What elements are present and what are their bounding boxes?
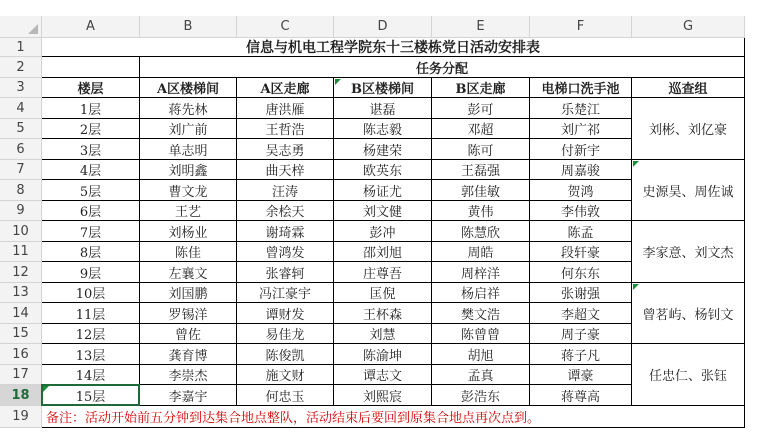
task-header[interactable]: 任务分配 (140, 57, 745, 78)
table-cell[interactable]: 李超文 (530, 303, 632, 324)
table-cell[interactable]: 杨启祥 (432, 283, 530, 303)
table-cell[interactable]: 孟真 (432, 365, 530, 385)
comment-indicator-icon (633, 284, 639, 290)
table-cell[interactable]: 周嘉骏 (530, 160, 632, 180)
table-cell[interactable]: 郭佳敏 (432, 180, 530, 201)
table-cell[interactable]: 胡旭 (432, 344, 530, 365)
table-cell[interactable]: 付新宇 (530, 139, 632, 160)
table-cell[interactable]: 刘广祁 (530, 119, 632, 139)
table-cell[interactable]: 易佳龙 (237, 324, 334, 344)
table-cell[interactable]: 5层 (42, 180, 140, 201)
table-cell[interactable]: 陈佳 (140, 242, 237, 262)
column-header-e[interactable]: E (432, 16, 530, 38)
table-cell[interactable]: 吴志勇 (237, 139, 334, 160)
table-cell[interactable]: 10层 (42, 283, 140, 303)
table-cell[interactable]: 汪涛 (237, 180, 334, 201)
table-cell[interactable]: 蒋先林 (140, 98, 237, 119)
table-cell[interactable]: 刘杨业 (140, 221, 237, 242)
table-cell[interactable]: 李伟敦 (530, 201, 632, 221)
table-cell[interactable]: 邓超 (432, 119, 530, 139)
table-cell[interactable]: 陈俊凯 (237, 344, 334, 365)
sheet-title[interactable]: 信息与机电工程学院东十三楼栋党日活动安排表 (42, 38, 745, 57)
patrol-group-cell[interactable]: 任忠仁、张钰 (632, 344, 745, 406)
table-cell[interactable]: 陈孟 (530, 221, 632, 242)
column-title-3[interactable]: A区走廊 (237, 78, 334, 98)
table-cell[interactable]: 杨建荣 (334, 139, 432, 160)
table-cell[interactable]: 周皓 (432, 242, 530, 262)
table-cell[interactable]: 黄伟 (432, 201, 530, 221)
patrol-group-cell[interactable]: 史源昊、周佐诚 (632, 160, 745, 221)
row-header-9[interactable]: 9 (0, 201, 42, 221)
table-cell[interactable]: 陈渝坤 (334, 344, 432, 365)
column-title-7[interactable]: 巡查组 (632, 78, 745, 98)
table-cell[interactable]: 9层 (42, 262, 140, 283)
row-header-10[interactable]: 10 (0, 221, 42, 242)
table-cell[interactable]: 谌磊 (334, 98, 432, 119)
table-cell[interactable]: 何东东 (530, 262, 632, 283)
table-cell[interactable]: 杨证尤 (334, 180, 432, 201)
comment-indicator-icon (43, 386, 49, 392)
table-cell[interactable]: 周子豪 (530, 324, 632, 344)
comment-indicator-icon (335, 79, 341, 85)
column-title-2[interactable]: A区楼梯间 (140, 78, 237, 98)
row-header-15[interactable]: 15 (0, 324, 42, 344)
row-header-12[interactable]: 12 (0, 262, 42, 283)
table-cell[interactable]: 陈可 (432, 139, 530, 160)
table-cell[interactable]: 彭可 (432, 98, 530, 119)
column-header-a[interactable]: A (42, 16, 140, 38)
note-cell[interactable]: 备注：活动开始前五分钟到达集合地点整队，活动结束后要回到原集合地点再次点到。 (42, 406, 745, 428)
row-header-6[interactable]: 6 (0, 139, 42, 160)
table-cell[interactable]: 曲天梓 (237, 160, 334, 180)
row-header-2[interactable]: 2 (0, 57, 42, 78)
table-cell[interactable]: 李崇杰 (140, 365, 237, 385)
table-cell[interactable]: 乐楚江 (530, 98, 632, 119)
table-cell[interactable]: 3层 (42, 139, 140, 160)
cell-a2[interactable] (42, 57, 140, 78)
table-cell[interactable]: 1层 (42, 98, 140, 119)
table-cell[interactable]: 匡倪 (334, 283, 432, 303)
table-cell[interactable]: 曾佐 (140, 324, 237, 344)
table-cell[interactable]: 刘明鑫 (140, 160, 237, 180)
patrol-group-cell[interactable]: 刘彬、刘亿豪 (632, 98, 745, 160)
table-cell[interactable]: 王哲浩 (237, 119, 334, 139)
table-cell[interactable]: 王磊强 (432, 160, 530, 180)
row-header-16[interactable]: 16 (0, 344, 42, 365)
table-cell[interactable]: 张谢强 (530, 283, 632, 303)
table-cell[interactable]: 周梓洋 (432, 262, 530, 283)
table-cell[interactable]: 段轩豪 (530, 242, 632, 262)
table-cell[interactable]: 樊文浩 (432, 303, 530, 324)
table-cell[interactable]: 2层 (42, 119, 140, 139)
table-cell[interactable]: 邵刘旭 (334, 242, 432, 262)
column-title-5[interactable]: B区走廊 (432, 78, 530, 98)
row-header-3[interactable]: 3 (0, 78, 42, 98)
table-cell[interactable]: 6层 (42, 201, 140, 221)
table-cell[interactable]: 陈慧欣 (432, 221, 530, 242)
table-cell[interactable]: 7层 (42, 221, 140, 242)
table-cell[interactable]: 施文财 (237, 365, 334, 385)
table-cell[interactable]: 贺鸿 (530, 180, 632, 201)
row-header-11[interactable]: 11 (0, 242, 42, 262)
row-header-18[interactable]: 18 (0, 385, 42, 406)
row-header-17[interactable]: 17 (0, 365, 42, 385)
column-header-b[interactable]: B (140, 16, 237, 38)
row-header-13[interactable]: 13 (0, 283, 42, 303)
select-all-triangle-icon (28, 24, 38, 34)
column-title-4[interactable]: B区楼梯间 (334, 78, 432, 98)
table-cell[interactable]: 4层 (42, 160, 140, 180)
table-cell[interactable]: 单志明 (140, 139, 237, 160)
table-cell[interactable]: 刘广前 (140, 119, 237, 139)
table-cell[interactable]: 彭冲 (334, 221, 432, 242)
table-cell[interactable]: 刘文健 (334, 201, 432, 221)
table-cell[interactable]: 罗锡洋 (140, 303, 237, 324)
table-cell[interactable]: 龚育博 (140, 344, 237, 365)
table-cell[interactable]: 张睿轲 (237, 262, 334, 283)
table-cell[interactable]: 8层 (42, 242, 140, 262)
table-cell[interactable]: 刘慧 (334, 324, 432, 344)
table-cell[interactable]: 唐洪雁 (237, 98, 334, 119)
row-header-8[interactable]: 8 (0, 180, 42, 201)
column-header-c[interactable]: C (237, 16, 334, 38)
table-cell[interactable]: 庄尊吾 (334, 262, 432, 283)
table-cell[interactable]: 谢琦霖 (237, 221, 334, 242)
table-cell[interactable]: 刘国鹏 (140, 283, 237, 303)
row-header-4[interactable]: 4 (0, 98, 42, 119)
table-cell[interactable]: 彭浩东 (432, 385, 530, 406)
table-cell[interactable]: 陈志毅 (334, 119, 432, 139)
table-cell[interactable]: 14层 (42, 365, 140, 385)
column-title-1[interactable]: 楼层 (42, 78, 140, 98)
table-cell[interactable]: 谭志文 (334, 365, 432, 385)
table-cell[interactable]: 李嘉宇 (140, 385, 237, 406)
row-header-1[interactable]: 1 (0, 38, 42, 57)
patrol-group-cell[interactable]: 李家意、刘文杰 (632, 221, 745, 283)
top-strip (0, 0, 770, 16)
table-cell[interactable]: 余桧天 (237, 201, 334, 221)
table-cell[interactable]: 陈曾曾 (432, 324, 530, 344)
patrol-group-cell[interactable]: 曾茗屿、杨钊文 (632, 283, 745, 344)
column-header-f[interactable]: F (530, 16, 632, 38)
table-cell[interactable]: 12层 (42, 324, 140, 344)
table-cell[interactable]: 何忠玉 (237, 385, 334, 406)
row-header-14[interactable]: 14 (0, 303, 42, 324)
column-title-6[interactable]: 电梯口洗手池 (530, 78, 632, 98)
table-cell[interactable]: 王杯森 (334, 303, 432, 324)
table-cell[interactable]: 左襄文 (140, 262, 237, 283)
column-header-g[interactable]: G (632, 16, 745, 38)
comment-indicator-icon (633, 161, 639, 167)
table-cell[interactable]: 蒋尊高 (530, 385, 632, 406)
table-cell[interactable]: 刘熙宸 (334, 385, 432, 406)
table-cell[interactable]: 王艺 (140, 201, 237, 221)
table-cell[interactable]: 冯江豪宇 (237, 283, 334, 303)
table-cell[interactable]: 曾鸿发 (237, 242, 334, 262)
column-header-d[interactable]: D (334, 16, 432, 38)
select-all-corner[interactable] (0, 16, 42, 38)
table-cell[interactable]: 谭豪 (530, 365, 632, 385)
table-cell[interactable]: 曹文龙 (140, 180, 237, 201)
row-header-5[interactable]: 5 (0, 119, 42, 139)
table-cell[interactable]: 11层 (42, 303, 140, 324)
table-cell[interactable]: 15层 (42, 385, 140, 406)
table-cell[interactable]: 13层 (42, 344, 140, 365)
row-header-7[interactable]: 7 (0, 160, 42, 180)
table-cell[interactable]: 欧英东 (334, 160, 432, 180)
row-header-19[interactable]: 19 (0, 406, 42, 428)
table-cell[interactable]: 谭财发 (237, 303, 334, 324)
table-cell[interactable]: 蒋子凡 (530, 344, 632, 365)
